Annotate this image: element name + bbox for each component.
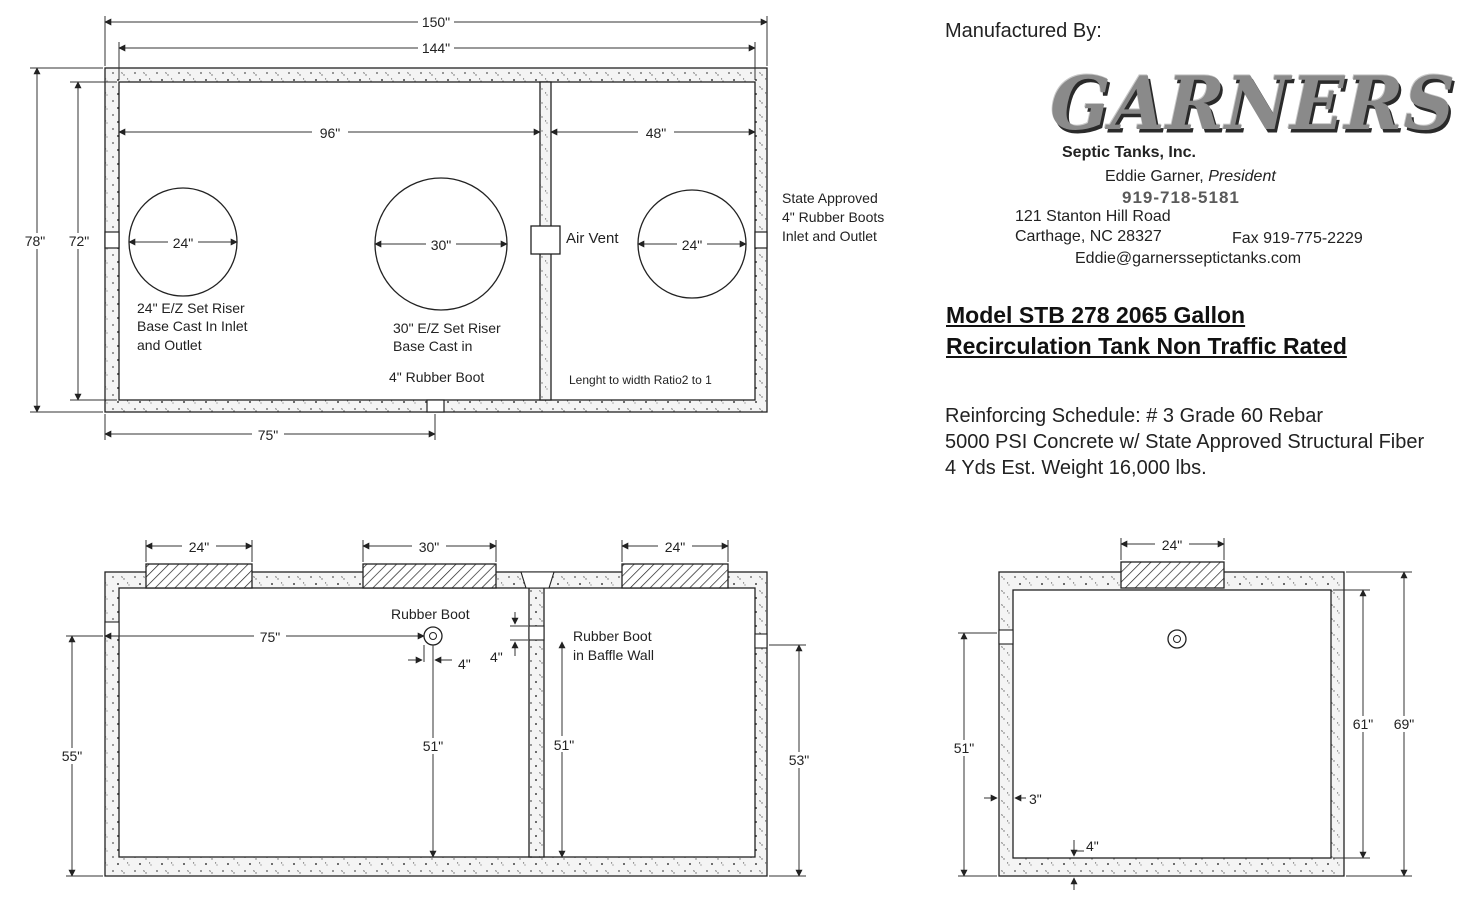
state-boots-line-1: State Approved: [782, 190, 878, 206]
baffle-boot-label-2: in Baffle Wall: [573, 647, 654, 663]
end-view: [948, 536, 1420, 890]
riser-24-note-3: and Outlet: [137, 337, 202, 353]
president-title: President: [1208, 168, 1276, 185]
riser-1-size: 24": [172, 235, 194, 251]
ratio-note: Lenght to width Ratio2 to 1: [569, 373, 712, 387]
spec-weight: 4 Yds Est. Weight 16,000 lbs.: [945, 457, 1207, 479]
state-boots-line-3: Inlet and Outlet: [782, 228, 877, 244]
email-address: Eddie@garnersseptictanks.com: [1075, 250, 1302, 267]
end-inner-height: 61": [1352, 716, 1374, 732]
baffle-boot: [529, 626, 544, 640]
dim-overall-width: 78": [24, 233, 46, 249]
side-riser-3-dim: 24": [664, 539, 686, 555]
president-line: [1105, 168, 1276, 186]
side-boot-offset: 75": [259, 629, 281, 645]
model-title-line-1: Model STB 278 2065 Gallon: [946, 302, 1246, 328]
garners-logo: GARNERS: [1040, 59, 1465, 148]
spec-reinforcing: Reinforcing Schedule: # 3 Grade 60 Rebar: [945, 405, 1324, 427]
end-inlet-height: 51": [953, 740, 975, 756]
side-rubber-boot-label: Rubber Boot: [391, 606, 470, 622]
end-outer-height: 69": [1393, 716, 1415, 732]
side-view: [56, 538, 815, 876]
side-boot-gap: 4": [458, 656, 471, 672]
side-outlet-boot: [755, 634, 767, 648]
air-vent-label: Air Vent: [566, 230, 619, 247]
end-inner: [1013, 590, 1331, 858]
riser-24-note-2: Base Cast In Inlet: [137, 318, 248, 334]
rubber-boot-note: 4" Rubber Boot: [389, 369, 485, 385]
dim-boot-offset: 75": [257, 427, 279, 443]
model-title-line-2: Recirculation Tank Non Traffic Rated: [946, 333, 1347, 359]
side-riser-2: [363, 564, 496, 588]
end-riser: [1121, 562, 1224, 588]
riser-3-size: 24": [681, 237, 703, 253]
baffle-boot-label-1: Rubber Boot: [573, 628, 652, 644]
phone-number: 919-718-5181: [1122, 188, 1240, 207]
end-inlet-boot: [999, 630, 1013, 644]
dim-inner-length: 144": [421, 40, 451, 56]
side-outlet-height: 53": [788, 752, 810, 768]
riser-30-note-2: Base Cast in: [393, 338, 473, 354]
end-floor-thickness: 4": [1086, 838, 1099, 854]
air-vent-box: [531, 226, 560, 254]
side-inlet-boot: [105, 622, 119, 636]
dim-compartment-1: 96": [319, 125, 341, 141]
end-wall-thickness: 3": [1029, 791, 1042, 807]
side-riser-1: [146, 564, 252, 588]
side-riser-1-dim: 24": [188, 539, 210, 555]
state-boots-line-2: 4" Rubber Boots: [782, 209, 885, 225]
riser-30-note-1: 30" E/Z Set Riser: [393, 320, 501, 336]
dim-inner-width: 72": [68, 233, 90, 249]
plan-outlet-boot: [755, 232, 767, 248]
riser-24-note-1: 24" E/Z Set Riser: [137, 300, 245, 316]
plan-bottom-boot: [427, 400, 444, 412]
side-baffle-gap: 4": [490, 649, 503, 665]
manufactured-by-heading: Manufactured By:: [945, 20, 1102, 42]
address-line-2: Carthage, NC 28327: [1015, 228, 1162, 245]
logo-subtitle: Septic Tanks, Inc.: [1062, 144, 1196, 161]
fax-number: Fax 919-775-2229: [1232, 230, 1363, 247]
side-baffle-height: 51": [553, 737, 575, 753]
side-boot-height: 51": [422, 738, 444, 754]
side-riser-3: [622, 564, 728, 588]
president-name: Eddie Garner,: [1105, 168, 1204, 185]
side-inlet-height: 55": [61, 748, 83, 764]
side-riser-2-dim: 30": [418, 539, 440, 555]
plan-view: [20, 14, 884, 443]
end-riser-dim: 24": [1161, 537, 1183, 553]
dim-overall-length: 150": [421, 14, 451, 30]
address-line-1: 121 Stanton Hill Road: [1015, 208, 1171, 225]
manufacturer-logo-block: [1010, 59, 1465, 276]
riser-2-size: 30": [430, 237, 452, 253]
plan-inlet-boot: [105, 232, 119, 248]
spec-concrete: 5000 PSI Concrete w/ State Approved Structural Fiber: [945, 431, 1425, 453]
dim-compartment-2: 48": [645, 125, 667, 141]
